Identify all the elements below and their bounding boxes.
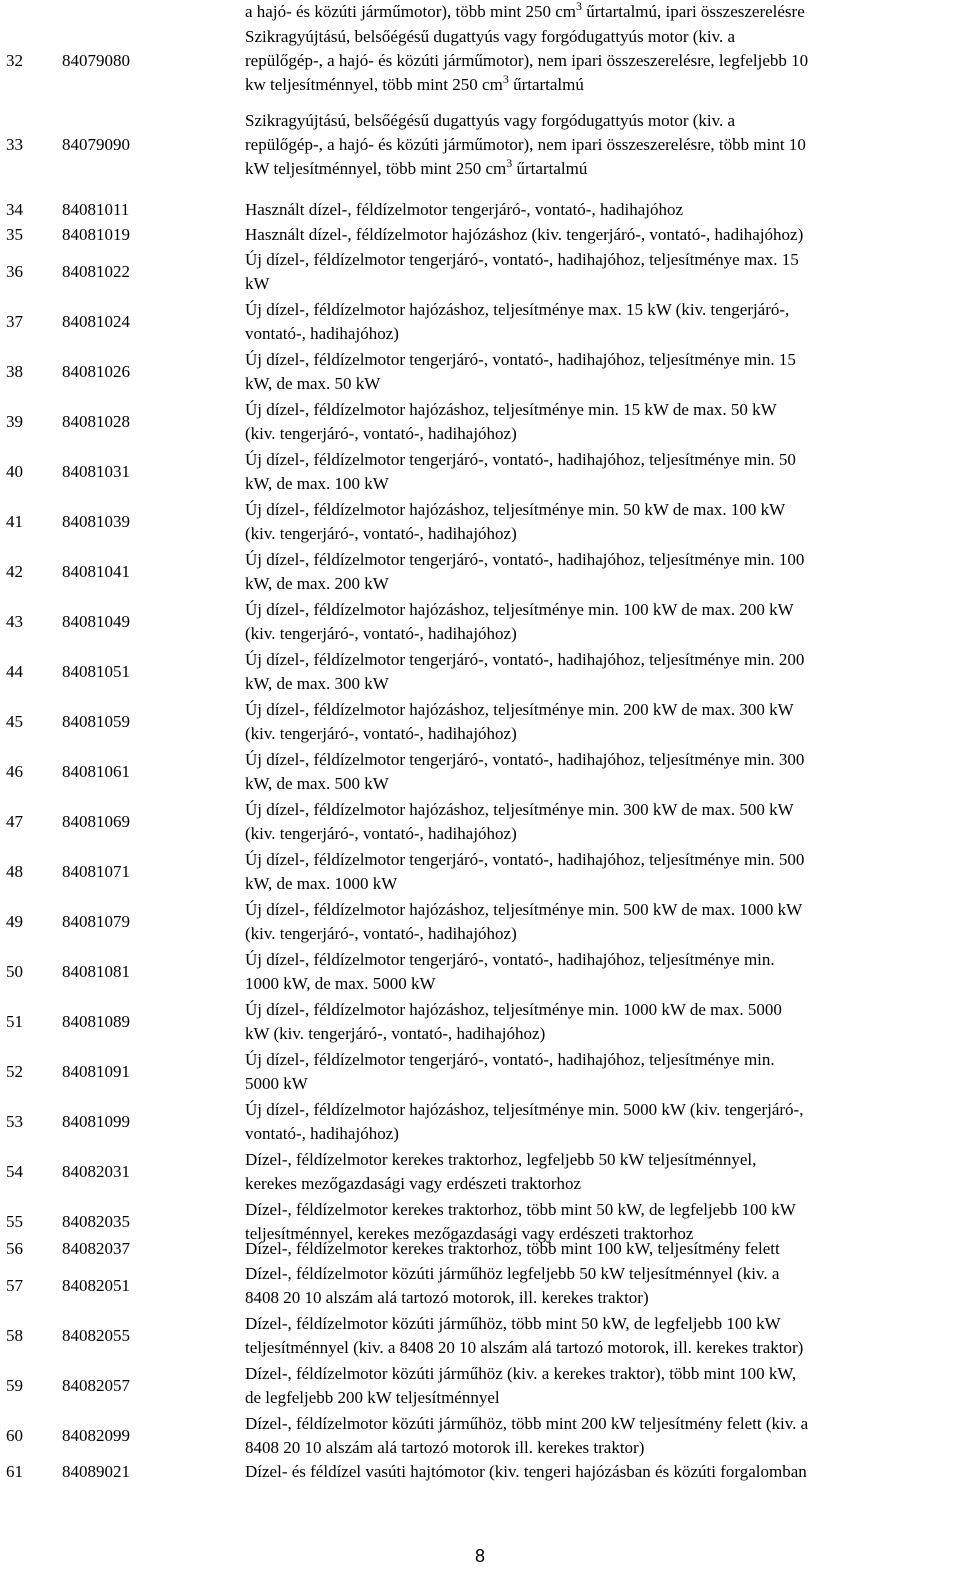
description-line: de legfeljebb 200 kW teljesítménnyel [245,1388,500,1407]
tariff-code: 84082055 [62,1326,130,1345]
tariff-code: 84081019 [62,225,130,244]
description [245,109,957,181]
row-number: 51 [6,1012,23,1031]
description-line: Dízel-, féldízelmotor kerekes traktorhoz, több mint 100 kW, teljesítmény felett [245,1239,780,1258]
description-line: (kiv. tengerjáró-, vontató-, hadihajóhoz) [245,624,517,643]
description-line: Új dízel-, féldízelmotor tengerjáró-, vontató-, hadihajóhoz, teljesítménye min. 100 [245,550,805,569]
tariff-code: 84081011 [62,200,130,219]
tariff-code: 84081069 [62,812,130,831]
description-line: kW teljesítménnyel, több mint 250 $cm^3$ űrtartalmú [245,156,588,178]
tariff-code: 84081026 [62,362,130,381]
description-line: (kiv. tengerjáró-, vontató-, hadihajóhoz) [245,824,517,843]
tariff-code: 84081031 [62,462,130,481]
description [245,298,957,346]
description [245,248,957,296]
description [245,25,957,97]
description-line: Új dízel-, féldízelmotor hajózáshoz, teljesítménye min. 5000 kW (kiv. tengerjáró-, [245,1100,804,1119]
description-line: repülőgép-, a hajó- és közúti járműmotor), nem ipari összeszerelésre, több mint 10 [245,135,806,154]
description-line: kW, de max. 500 kW [245,774,389,793]
row-number: 52 [6,1062,23,1081]
description-line: vontató-, hadihajóhoz) [245,1124,399,1143]
description [245,1262,957,1310]
description-line: Használt dízel-, féldízelmotor hajózáshoz (kiv. tengerjáró-, vontató-, hadihajóhoz) [245,225,804,244]
row-number: 60 [6,1426,23,1445]
description-line: kW, de max. 300 kW [245,674,389,693]
row-number: 54 [6,1162,23,1181]
row-number: 50 [6,962,23,981]
page-number: 8 [474,1546,485,1566]
description-line: Új dízel-, féldízelmotor tengerjáró-, vontató-, hadihajóhoz, teljesítménye min. 50 [245,450,796,469]
description-line: kW, de max. 1000 kW [245,874,398,893]
description-line: kerekes mezőgazdasági vagy erdészeti traktorhoz [245,1174,582,1193]
description [245,698,957,746]
description-line: Új dízel-, féldízelmotor tengerjáró-, vontató-, hadihajóhoz, teljesítménye min. 15 [245,350,796,369]
description-line: Dízel-, féldízelmotor kerekes traktorhoz, legfeljebb 50 kW teljesítménnyel, [245,1150,757,1169]
description-line: (kiv. tengerjáró-, vontató-, hadihajóhoz) [245,924,517,943]
description-line: kW, de max. 50 kW [245,374,381,393]
tariff-code: 84081059 [62,712,130,731]
description [245,948,957,996]
description-line: Új dízel-, féldízelmotor hajózáshoz, teljesítménye min. 300 kW de max. 500 kW [245,800,794,819]
description-line: Új dízel-, féldízelmotor hajózáshoz, teljesítménye max. 15 kW (kiv. tengerjáró-, [245,300,790,319]
tariff-code: 84082037 [62,1239,130,1258]
continuation-line: a hajó- és közúti járműmotor), több mint 250 $cm^3$ űrtartalmú, ipari összeszerelésre [245,0,805,21]
description-line: Új dízel-, féldízelmotor tengerjáró-, vontató-, hadihajóhoz, teljesítménye min. [245,1050,775,1069]
description-line: vontató-, hadihajóhoz) [245,324,399,343]
row-number: 57 [6,1276,23,1295]
description-line: Új dízel-, féldízelmotor tengerjáró-, vontató-, hadihajóhoz, teljesítménye min. 200 [245,650,805,669]
tariff-code: 84081039 [62,512,130,531]
description-line: Új dízel-, féldízelmotor tengerjáró-, vontató-, hadihajóhoz, teljesítménye max. 15 [245,250,799,269]
description-line: Új dízel-, féldízelmotor hajózáshoz, teljesítménye min. 500 kW de max. 1000 kW [245,900,803,919]
description [245,1237,957,1261]
row-number: 37 [6,312,23,331]
row-number: 32 [6,51,23,70]
row-number: 42 [6,562,23,581]
description-line: kW (kiv. tengerjáró-, vontató-, hadihajóhoz) [245,1024,546,1043]
description [245,448,957,496]
description-line: Új dízel-, féldízelmotor hajózáshoz, teljesítménye min. 1000 kW de max. 5000 [245,1000,782,1019]
tariff-code: 84081091 [62,1062,130,1081]
tariff-code: 84081099 [62,1112,130,1131]
description-line: Dízel- és féldízel vasúti hajtómotor (kiv. tengeri hajózásban és közúti forgalomban [245,1462,807,1481]
tariff-code: 84082057 [62,1376,130,1395]
description-line: teljesítménnyel, kerekes mezőgazdasági vagy erdészeti traktorhoz [245,1224,694,1243]
description-line: 5000 kW [245,1074,308,1093]
row-number: 38 [6,362,23,381]
tariff-code: 84081051 [62,662,130,681]
top-continuation [245,0,955,24]
description [245,498,957,546]
description [245,598,957,646]
description [245,348,957,396]
row-number: 34 [6,200,23,219]
description-line: Dízel-, féldízelmotor kerekes traktorhoz, több mint 50 kW, de legfeljebb 100 kW [245,1200,796,1219]
row-number: 43 [6,612,23,631]
description-line: (kiv. tengerjáró-, vontató-, hadihajóhoz) [245,524,517,543]
row-number: 56 [6,1239,23,1258]
row-number: 58 [6,1326,23,1345]
row-number: 47 [6,812,23,831]
description-line: kW, de max. 200 kW [245,574,389,593]
description [245,898,957,946]
tariff-code: 84081081 [62,962,130,981]
description-line: Új dízel-, féldízelmotor hajózáshoz, teljesítménye min. 200 kW de max. 300 kW [245,700,794,719]
description-line: kW [245,274,270,293]
row-number: 61 [6,1462,23,1481]
tariff-code: 84081024 [62,312,130,331]
tariff-code: 84082099 [62,1426,130,1445]
description [245,1098,957,1146]
description-line: (kiv. tengerjáró-, vontató-, hadihajóhoz) [245,424,517,443]
description-line: (kiv. tengerjáró-, vontató-, hadihajóhoz) [245,724,517,743]
description [245,1048,957,1096]
description [245,1460,957,1484]
tariff-code: 84082051 [62,1276,130,1295]
description-line: Új dízel-, féldízelmotor hajózáshoz, teljesítménye min. 15 kW de max. 50 kW [245,400,777,419]
description [245,1362,957,1410]
row-number: 33 [6,135,23,154]
row-number: 35 [6,225,23,244]
tariff-code: 84081049 [62,612,130,631]
row-number: 53 [6,1112,23,1131]
description-line: Új dízel-, féldízelmotor tengerjáró-, vontató-, hadihajóhoz, teljesítménye min. [245,950,775,969]
tariff-code: 84079090 [62,135,130,154]
description [245,998,957,1046]
description [245,1412,957,1460]
tariff-code: 84079080 [62,51,130,70]
row-number: 48 [6,862,23,881]
description-line: Új dízel-, féldízelmotor hajózáshoz, teljesítménye min. 100 kW de max. 200 kW [245,600,794,619]
description-line: Dízel-, féldízelmotor közúti járműhöz legfeljebb 50 kW teljesítménnyel (kiv. a [245,1264,780,1283]
row-number: 46 [6,762,23,781]
tariff-code: 84081061 [62,762,130,781]
row-number: 44 [6,662,23,681]
description [245,223,957,247]
description [245,548,957,596]
tariff-code: 84089021 [62,1462,130,1481]
row-number: 39 [6,412,23,431]
description-line: Használt dízel-, féldízelmotor tengerjáró-, vontató-, hadihajóhoz [245,200,684,219]
tariff-code: 84081022 [62,262,130,281]
description [245,798,957,846]
description-line: 1000 kW, de max. 5000 kW [245,974,436,993]
description-line: kW, de max. 100 kW [245,474,389,493]
description-line: repülőgép-, a hajó- és közúti járműmotor), nem ipari összeszerelésre, legfeljebb 10 [245,51,809,70]
description-line: Dízel-, féldízelmotor közúti járműhöz (kiv. a kerekes traktor), több mint 100 kW, [245,1364,797,1383]
row-number: 40 [6,462,23,481]
description [245,398,957,446]
description-line: Szikragyújtású, belsőégésű dugattyús vagy forgódugattyús motor (kiv. a [245,111,736,130]
description [245,748,957,796]
tariff-code: 84081079 [62,912,130,931]
description-line: kw teljesítménnyel, több mint 250 $cm^3$ űrtartalmú [245,72,584,94]
row-number: 49 [6,912,23,931]
description-line: Új dízel-, féldízelmotor hajózáshoz, teljesítménye min. 50 kW de max. 100 kW [245,500,786,519]
row-number: 59 [6,1376,23,1395]
description-line: teljesítménnyel (kiv. a 8408 20 10 alszám alá tartozó motorok, ill. kerekes traktor) [245,1338,804,1357]
tariff-code: 84081041 [62,562,130,581]
row-number: 55 [6,1212,23,1231]
row-number: 36 [6,262,23,281]
description-line: 8408 20 10 alszám alá tartozó motorok, ill. kerekes traktor) [245,1288,649,1307]
tariff-code: 84081089 [62,1012,130,1031]
tariff-code: 84082031 [62,1162,130,1181]
tariff-code: 84081071 [62,862,130,881]
description-line: Dízel-, féldízelmotor közúti járműhöz, több mint 50 kW, de legfeljebb 100 kW [245,1314,781,1333]
description-line: Új dízel-, féldízelmotor tengerjáró-, vontató-, hadihajóhoz, teljesítménye min. 300 [245,750,805,769]
description-line: Dízel-, féldízelmotor közúti járműhöz, több mint 200 kW teljesítmény felett (kiv. a [245,1414,809,1433]
tariff-code: 84082035 [62,1212,130,1231]
description [245,1312,957,1360]
description-line: Szikragyújtású, belsőégésű dugattyús vagy forgódugattyús motor (kiv. a [245,27,736,46]
tariff-code: 84081028 [62,412,130,431]
description-line: Új dízel-, féldízelmotor tengerjáró-, vontató-, hadihajóhoz, teljesítménye min. 500 [245,850,805,869]
description [245,198,957,222]
description [245,648,957,696]
description [245,1148,957,1196]
row-number: 45 [6,712,23,731]
row-number: 41 [6,512,23,531]
description [245,848,957,896]
description-line: 8408 20 10 alszám alá tartozó motorok ill. kerekes traktor) [245,1438,645,1457]
